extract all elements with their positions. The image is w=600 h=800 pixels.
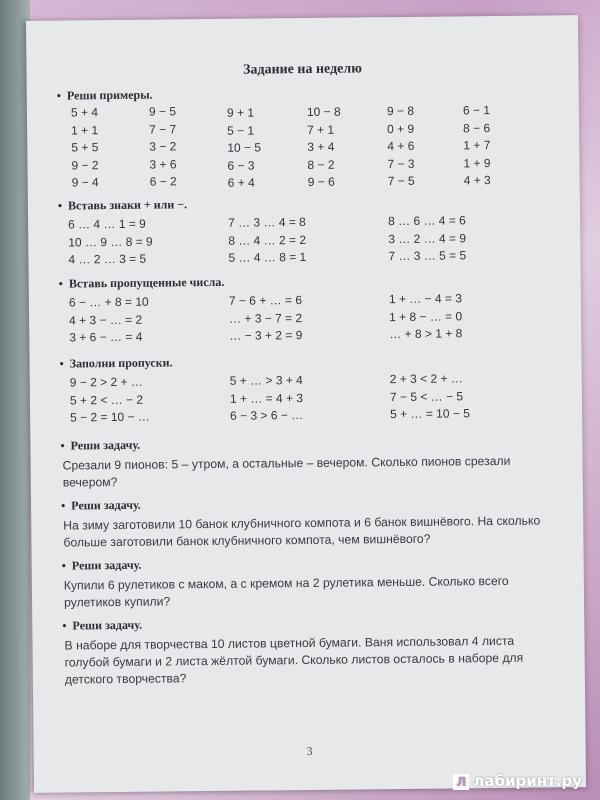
examples-column-2 xyxy=(149,103,177,191)
missing-column-3 xyxy=(389,290,463,343)
missing-column-1 xyxy=(69,294,149,347)
bullet-icon: • xyxy=(62,618,67,633)
example-item: 7 − 3 xyxy=(387,156,415,171)
example-item: 8 − 2 xyxy=(307,157,335,172)
example-item: 6 − 3 xyxy=(227,158,255,173)
exercise-item: 5 + 2 < … − 2 xyxy=(69,392,144,407)
example-item: 3 − 2 xyxy=(149,139,177,154)
exercise-item: 4 … 2 … 3 = 5 xyxy=(68,251,147,267)
page-number: 3 xyxy=(306,743,313,759)
bullet-icon: • xyxy=(58,276,64,291)
bullet-icon: • xyxy=(59,356,64,371)
exercise-item: 3 + 6 − … = 4 xyxy=(69,329,143,345)
exercise-item: 6 … 4 … 1 = 9 xyxy=(68,216,146,232)
examples-column-4 xyxy=(307,104,342,192)
exercise-item: 7 − 6 + … = 6 xyxy=(228,293,303,308)
bullet-icon: • xyxy=(56,88,62,103)
exercise-item: 8 … 6 … 4 = 6 xyxy=(388,213,466,229)
example-item: 3 + 4 xyxy=(307,139,335,154)
example-item: 9 − 5 xyxy=(148,104,177,119)
example-item: 3 + 6 xyxy=(149,156,177,172)
example-item: 4 + 6 xyxy=(387,138,415,154)
example-item: 9 − 2 xyxy=(71,157,99,172)
exercise-item: 4 + 3 − … = 2 xyxy=(69,312,143,327)
exercise-item: 5 + … = 10 − 5 xyxy=(390,406,470,422)
exercise-item: 5 − 2 = 10 − … xyxy=(70,409,150,425)
gaps-column-2 xyxy=(230,372,304,425)
exercise-item: 5 … 4 … 8 = 1 xyxy=(228,249,307,265)
example-item: 8 − 6 xyxy=(463,120,491,135)
page-title: Задание на неделю xyxy=(243,61,362,78)
watermark: Л лабиринт.ру xyxy=(453,772,582,790)
workbook-page xyxy=(26,15,586,793)
exercise-item: 7 … 3 … 5 = 5 xyxy=(388,248,467,264)
examples-column-5 xyxy=(387,103,415,191)
gaps-column-3 xyxy=(390,370,470,423)
example-item: 1 + 1 xyxy=(71,122,99,137)
example-item: 9 − 8 xyxy=(386,103,415,119)
exercise-item: … − 3 + 2 = 9 xyxy=(229,328,303,343)
task-4-text: В наборе для творчества 10 листов цветной бумаги. Ваня использовал 4 листа голубой бумаги и 2 листа жёлтой бумаги. Сколько листов осталось в наборе для детского творчества? xyxy=(64,633,524,687)
example-item: 9 + 1 xyxy=(226,105,255,120)
exercise-item: 7 − 5 < … − 5 xyxy=(389,388,464,404)
section-heading-task-4: • Реши задачу. xyxy=(62,617,143,633)
section-heading-task-2: • Реши задачу. xyxy=(60,497,141,513)
exercise-item: 3 … 2 … 4 = 9 xyxy=(388,230,467,246)
examples-column-3 xyxy=(227,104,262,192)
bullet-icon: • xyxy=(61,558,66,573)
section-heading-task-3: • Реши задачу. xyxy=(61,557,142,573)
signs-column-2 xyxy=(228,214,306,267)
exercise-item: 6 − … + 8 = 10 xyxy=(68,294,149,310)
bullet-icon: • xyxy=(57,198,63,213)
example-item: 5 − 1 xyxy=(227,123,255,138)
bullet-icon: • xyxy=(60,498,66,513)
exercise-item: 1 + 8 − … = 0 xyxy=(389,308,463,324)
example-item: 5 + 5 xyxy=(71,140,99,155)
example-item: 5 + 4 xyxy=(70,105,99,120)
exercise-item: 8 … 4 … 2 = 2 xyxy=(228,232,307,248)
example-item: 6 + 4 xyxy=(227,175,255,190)
task-1-text: Срезали 9 пионов: 5 – утром, а остальные – вечером. Сколько пионов срезали вечером? xyxy=(62,453,511,490)
signs-column-3 xyxy=(388,212,466,265)
example-item: 7 − 5 xyxy=(387,173,415,189)
example-item: 1 + 9 xyxy=(463,155,491,170)
gaps-column-1 xyxy=(70,374,150,427)
exercise-item: 1 + … = 4 + 3 xyxy=(229,390,304,406)
section-heading-gaps: • Заполни пропуски. xyxy=(59,355,173,371)
missing-column-2 xyxy=(229,292,303,345)
labirint-logo-icon: Л xyxy=(453,774,469,790)
exercise-item: … + 8 > 1 + 8 xyxy=(389,326,463,342)
bullet-icon: • xyxy=(60,438,65,453)
examples-column-1 xyxy=(71,104,99,192)
example-item: 6 − 2 xyxy=(149,174,177,189)
task-3-text: Купили 6 рулетиков с маком, а с кремом на 2 рулетика меньше. Сколько всего рулетиков купили? xyxy=(63,573,509,610)
section-heading-task-1: • Реши задачу. xyxy=(60,437,141,453)
signs-column-1 xyxy=(68,216,153,269)
example-item: 7 − 7 xyxy=(149,121,177,137)
exercise-item: 1 + … − 4 = 3 xyxy=(388,291,463,307)
exercise-item: 2 + 3 < 2 + … xyxy=(389,371,463,387)
example-item: 6 − 1 xyxy=(462,103,491,118)
section-heading-missing: • Вставь пропущенные числа. xyxy=(58,274,225,291)
exercise-item: 5 + … > 3 + 4 xyxy=(229,373,303,388)
exercise-item: 10 … 9 … 8 = 9 xyxy=(68,234,153,249)
example-item: 10 − 5 xyxy=(227,140,262,155)
exercise-item: … + 3 − 7 = 2 xyxy=(229,310,303,326)
exercise-item: 6 − 3 > 6 − … xyxy=(230,408,304,423)
examples-column-6 xyxy=(463,102,491,190)
section-heading-examples: • Реши примеры. xyxy=(56,87,153,103)
example-item: 4 + 3 xyxy=(463,173,491,188)
example-item: 7 + 1 xyxy=(307,122,335,137)
example-item: 1 + 7 xyxy=(463,138,491,153)
example-item: 10 − 8 xyxy=(306,104,341,119)
task-2-text: На зиму заготовили 10 банок клубничного компота и 6 банок вишнёвого. На сколько больше заготовили банок клубничного компота, чем вишнёвого? xyxy=(63,513,541,550)
example-item: 9 − 6 xyxy=(307,174,335,189)
exercise-item: 7 … 3 … 4 = 8 xyxy=(228,214,306,230)
section-heading-signs: • Вставь знаки + или −. xyxy=(57,197,188,213)
exercise-item: 9 − 2 > 2 + … xyxy=(69,374,143,390)
notebook-spine xyxy=(0,0,30,800)
example-item: 9 − 4 xyxy=(71,175,99,190)
example-item: 0 + 9 xyxy=(387,121,415,136)
